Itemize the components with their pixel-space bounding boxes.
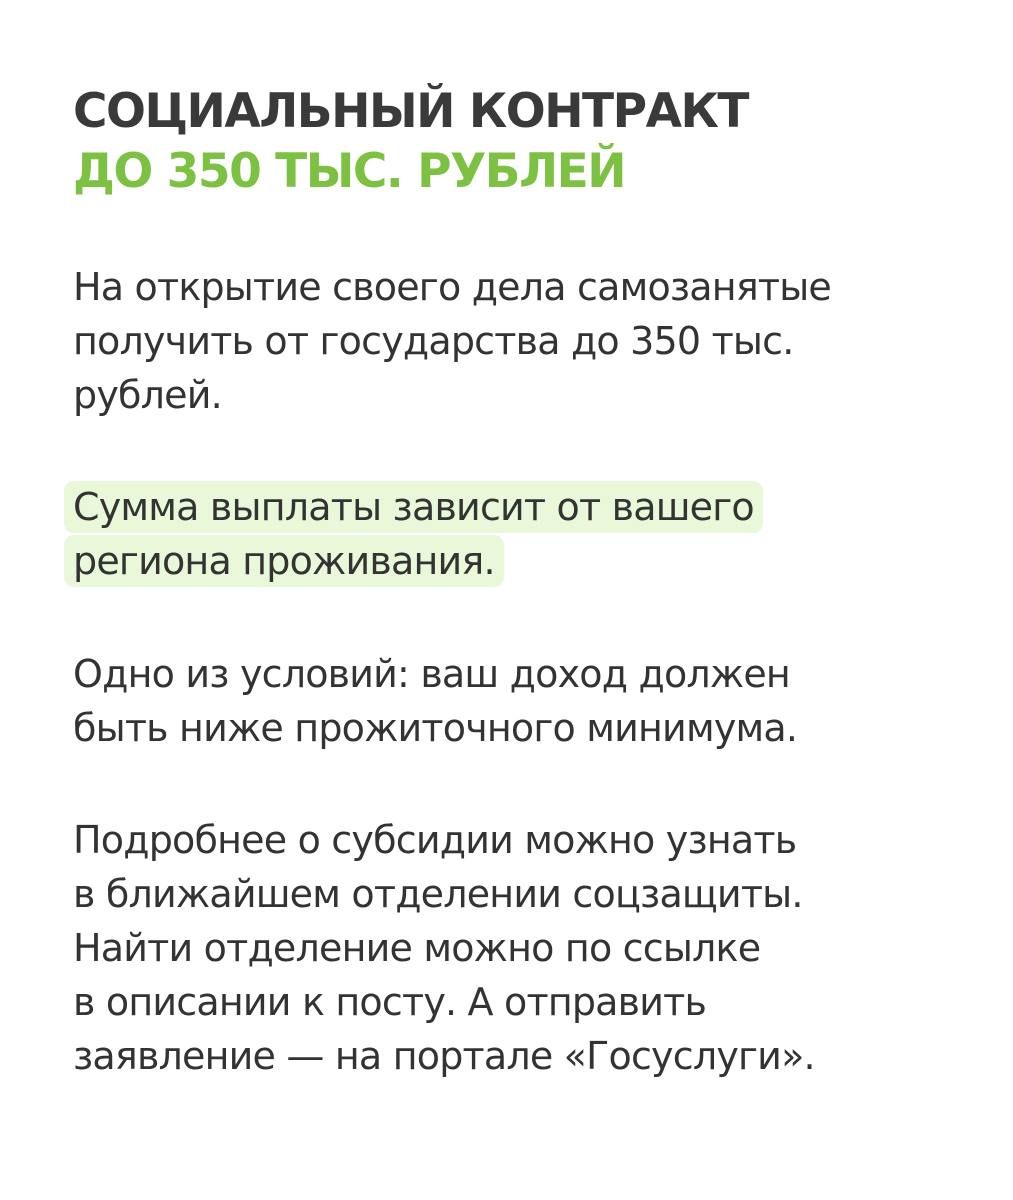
details-paragraph (73, 813, 815, 1083)
condition-paragraph (73, 647, 797, 755)
details-line: заявление — на портале «Госуслуги». (73, 1034, 815, 1078)
page-title (73, 82, 748, 202)
intro-paragraph (73, 260, 831, 422)
title-amount: ДО 350 ТЫС. РУБЛЕЙ (73, 144, 626, 199)
intro-line: На открытие своего дела самозанятые (73, 265, 832, 309)
highlight-line: Сумма выплаты зависит от вашего (64, 481, 763, 533)
details-line: в ближайшем отделении соцзащиты. (73, 872, 803, 916)
intro-line: получить от государства до 350 тыс. (73, 319, 794, 363)
condition-line: быть ниже прожиточного минимума. (73, 706, 798, 750)
condition-line: Одно из условий: ваш доход должен (73, 652, 790, 696)
highlighted-paragraph (64, 481, 763, 589)
intro-line: рублей. (73, 373, 222, 417)
details-line: в описании к посту. А отправить (73, 980, 707, 1024)
title-main: СОЦИАЛЬНЫЙ КОНТРАКТ (73, 84, 748, 139)
details-line: Найти отделение можно по ссылке (73, 926, 761, 970)
details-line: Подробнее о субсидии можно узнать (73, 818, 797, 862)
highlight-line: региона проживания. (64, 535, 504, 587)
